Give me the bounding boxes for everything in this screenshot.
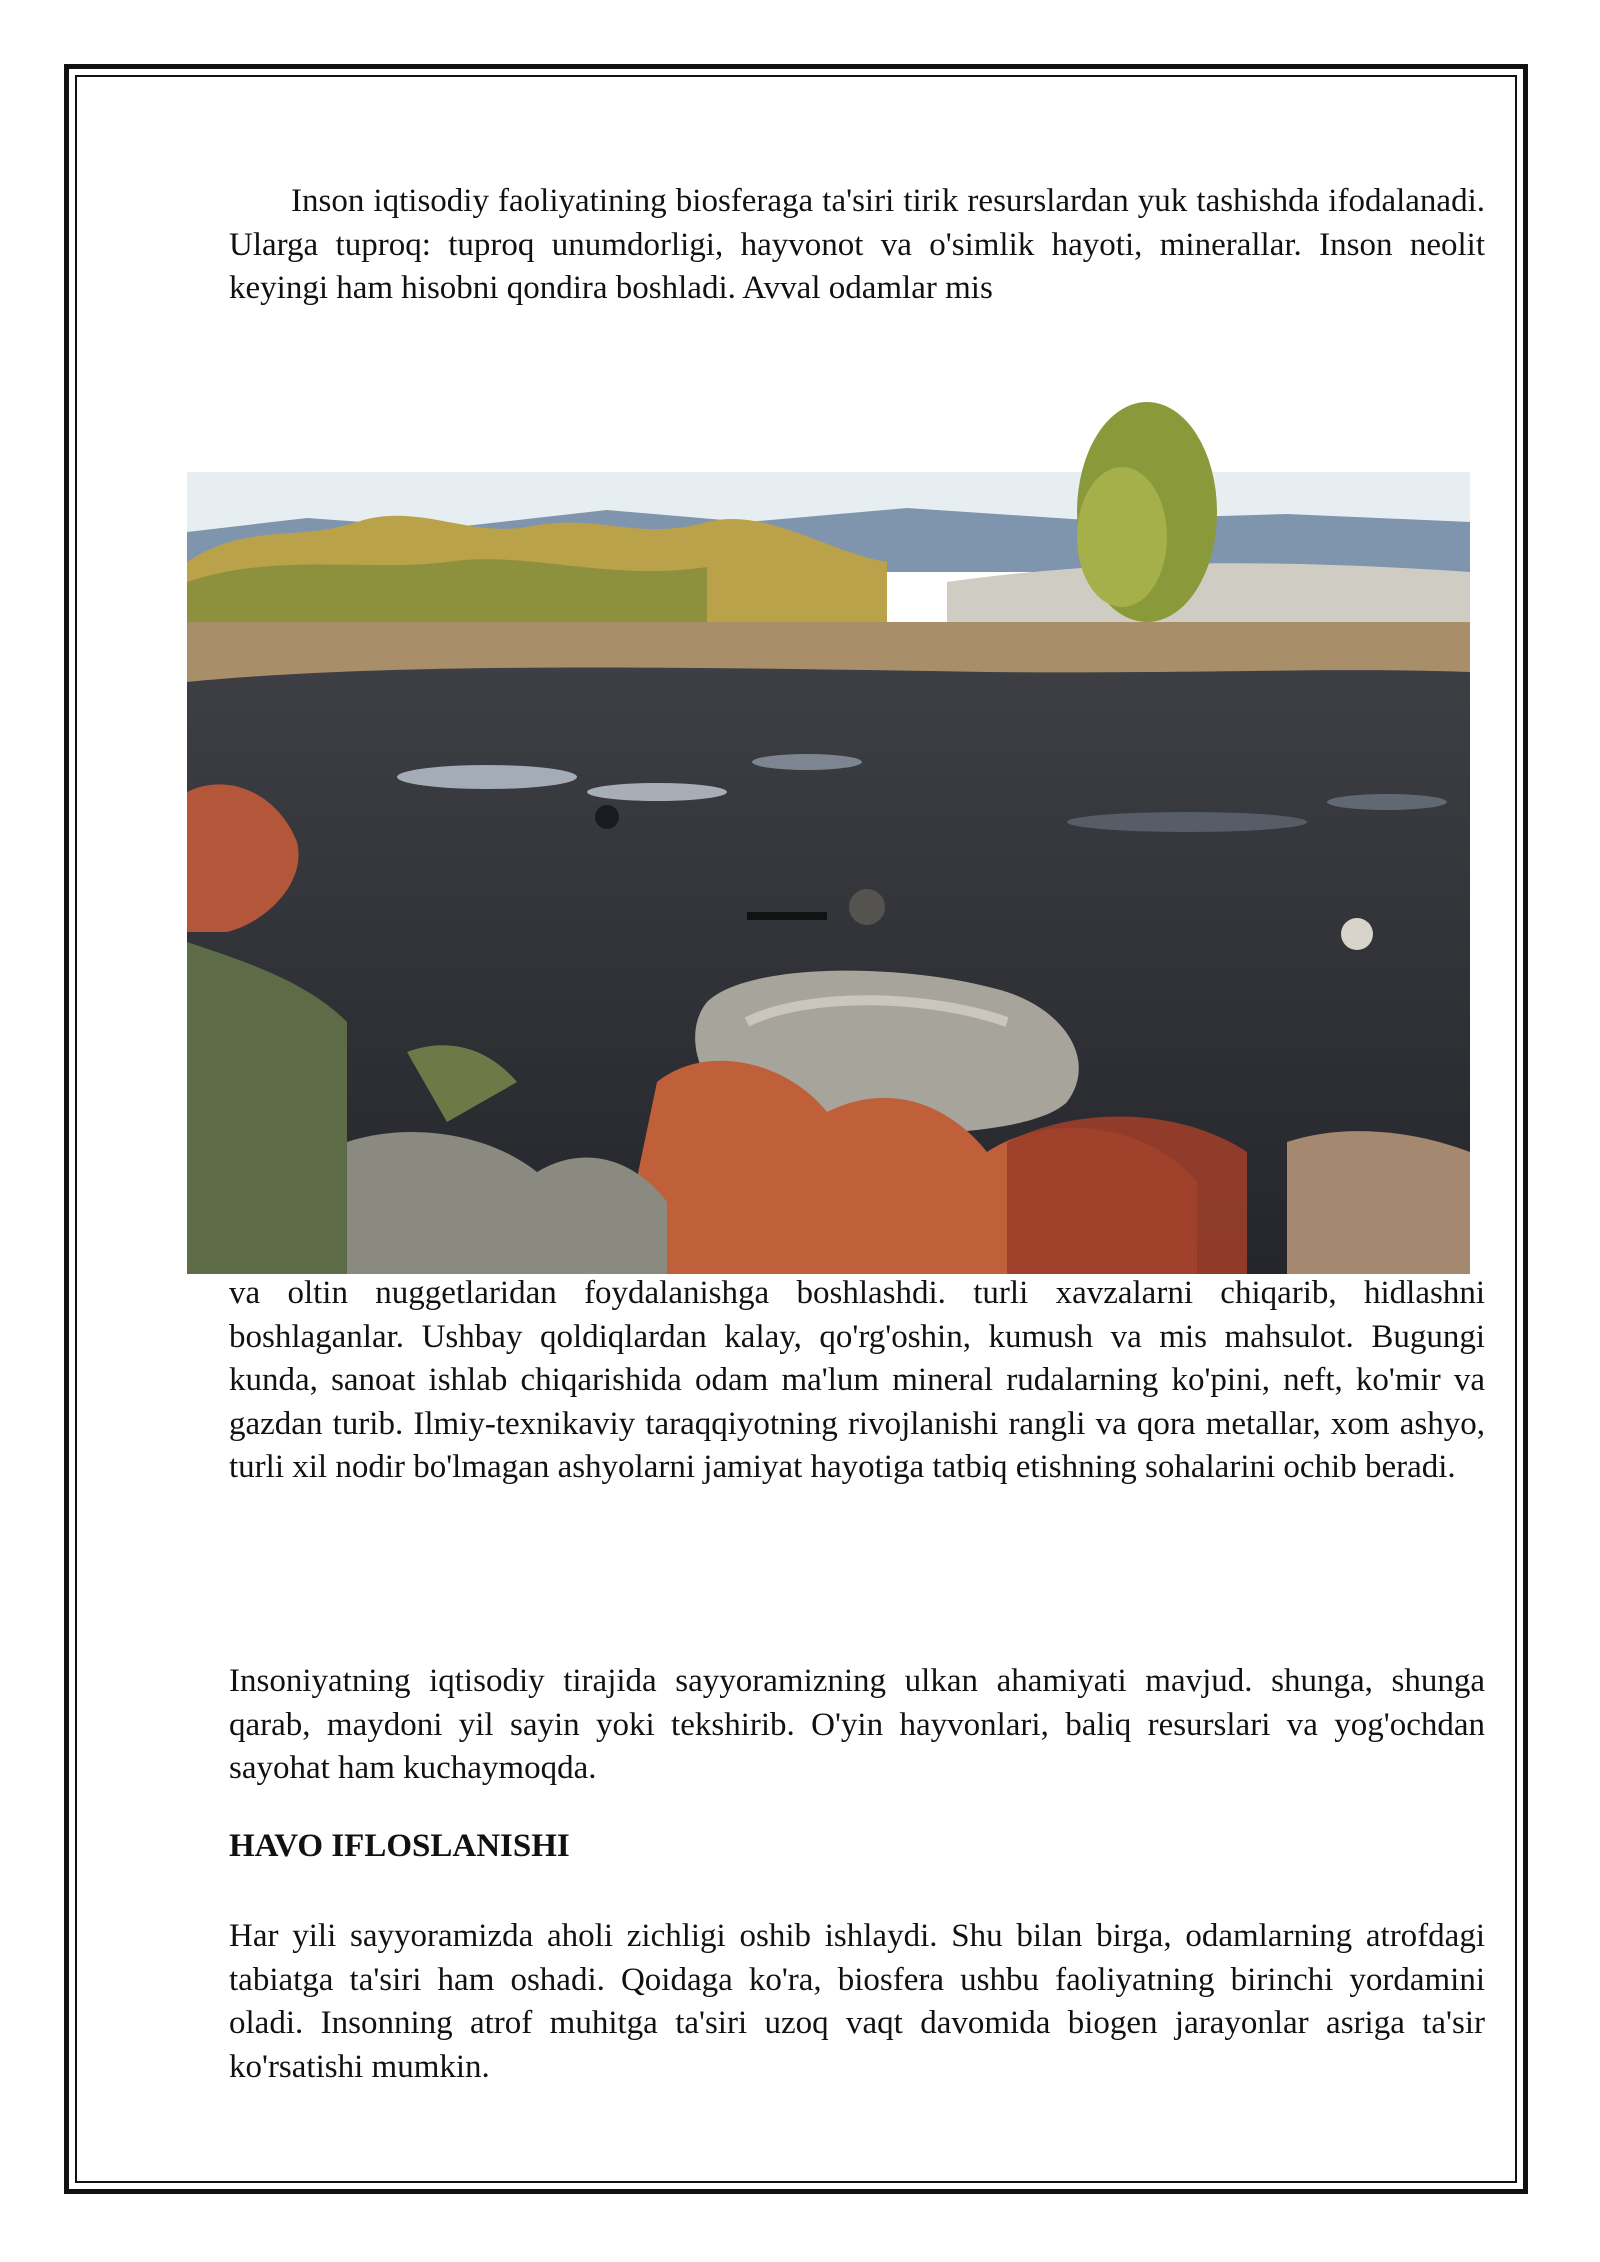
- photo-illustration: [187, 322, 1470, 1274]
- section-heading: HAVO IFLOSLANISHI: [229, 1828, 570, 1864]
- oil-contaminated-land-photo: [187, 322, 1470, 1274]
- paragraph-air-pollution: Har yili sayyoramizda aholi zichligi oshib ishlaydi. Shu bilan birga, odamlarning atrofdagi tabiatga ta'siri ham oshadi. Qoidaga ko'ra, biosfera ushbu faoliyatning birinchi yordamini oladi. Insonning atrof muhitga ta'siri uzoq vaqt davomida biogen jarayonlar asriga ta'sir ko'rsatishi mumkin.: [229, 1918, 1485, 2085]
- paragraph-metals: va oltin nuggetlaridan foydalanishga boshlashdi. turli xavzalarni chiqarib, hidlashni boshlaganlar. Ushbay qoldiqlardan kalay, qo'rg'oshin, kumush va mis mahsulot. Bugungi kunda, sanoat ishlab chiqarishida odam ma'lum mineral rudalarning ko'pini, neft, ko'mir va gazdan turib. Ilmiy-texnikaviy taraqqiyotning rivojlanishi rangli va qora metallar, xom ashyo, turli xil nodir bo'lmagan ashyolarni jamiyat hayotiga tatbiq etishning sohalarini ochib beradi.: [229, 1275, 1485, 1485]
- paragraph-intro: Inson iqtisodiy faoliyatining biosferaga ta'siri tirik resurslardan yuk tashishda ifodalanadi. Ularga tuproq: tuproq unumdorligi, hayvonot va o'simlik hayoti, minerallar. Inson neolit keyingi ham hisobni qondira boshladi. Avval odamlar mis: [229, 183, 1485, 306]
- paragraph-resources: Insoniyatning iqtisodiy tirajida sayyoramizning ulkan ahamiyati mavjud. shunga, shunga qarab, maydoni yil sayin yoki tekshirib. O'yin hayvonlari, baliq resurslari va yog'ochdan sayohat ham kuchaymoqda.: [229, 1663, 1485, 1786]
